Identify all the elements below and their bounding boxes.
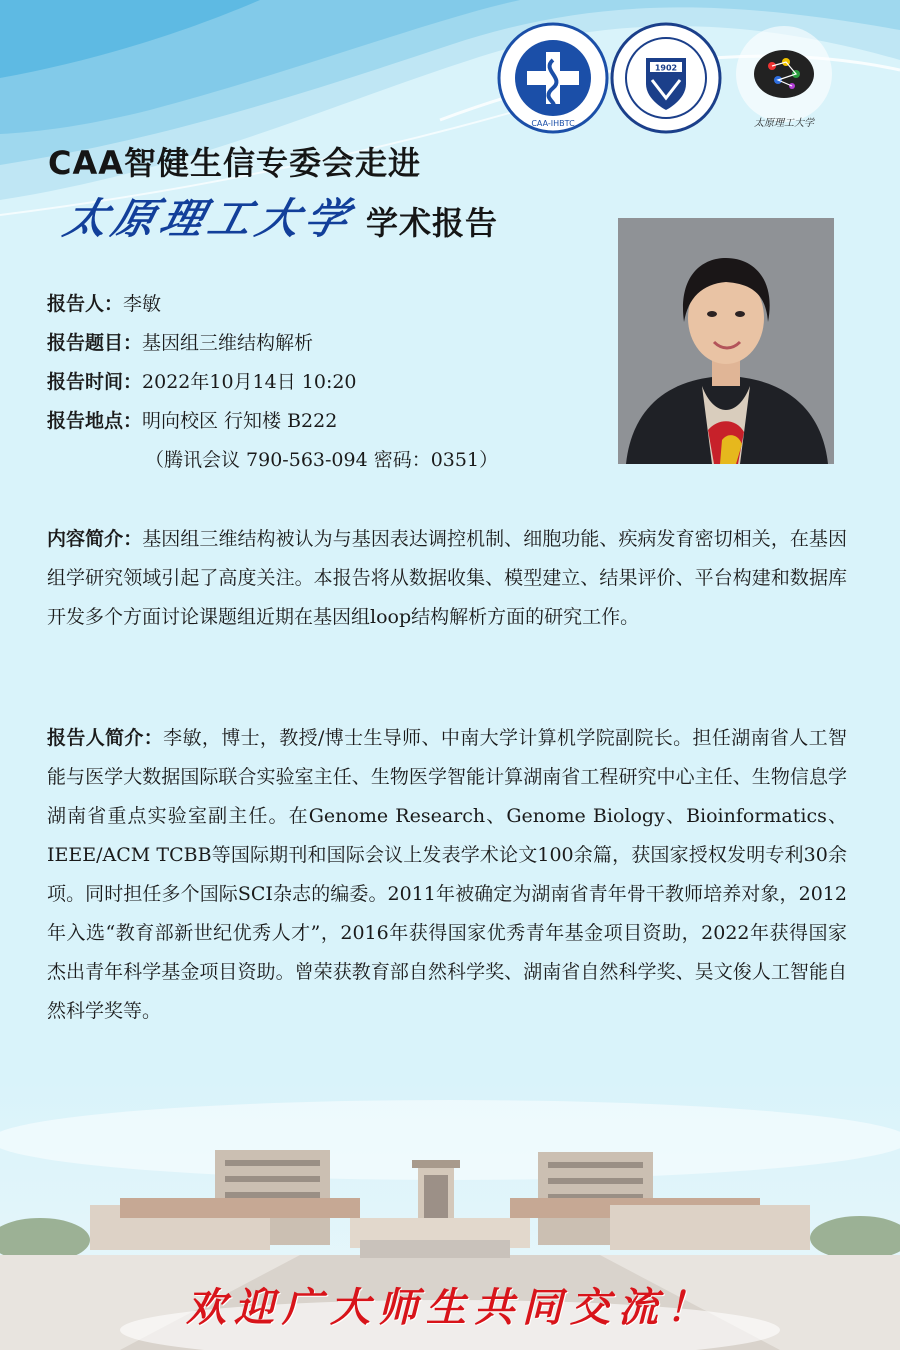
speaker-label: 报告人： [47, 293, 124, 315]
report-info [47, 290, 498, 485]
topic-row [47, 329, 498, 368]
welcome-slogan: 欢迎广大师生共同交流！ [186, 1284, 714, 1331]
topic-label: 报告题目： [47, 332, 143, 354]
speaker-bio [47, 719, 847, 1031]
brain-science-center-logo [726, 22, 842, 134]
speaker-photo [618, 218, 834, 464]
speaker-row [47, 290, 498, 329]
svg-text:太原理工大学: 太原理工大学 [754, 118, 814, 129]
speaker-bio-text: 李敏，博士，教授/博士生导师、中南大学计算机学院副院长。担任湖南省人工智能与医学大数据国际联合实验室主任、生物医学智能计算湖南省工程研究中心主任、生物信息学湖南省重点实验室副主任。在Genome Research、Genome Biology、Bioinformatics、IEEE/ACM TCBB等国际期刊和国际会议上发表学术论文100余篇，获国家授权发明专利30余项。同时担任多个国际SCI杂志的编委。2011年被确定为湖南省青年骨干教师培养对象，2012年入选“教育部新世纪优秀人才”，2016年获得国家优秀青年基金项目资助，2022年获得国家杰出青年科学基金项目资助。曾荣获教育部自然科学奖、湖南省自然科学奖、吴文俊人工智能自然科学奖等。 [47, 727, 847, 1022]
place-row [47, 407, 498, 446]
poster-subtitle: 学术报告 [366, 204, 499, 242]
content-summary-text: 基因组三维结构被认为与基因表达调控机制、细胞功能、疾病发育密切相关，在基因组学研究领域引起了高度关注。本报告将从数据收集、模型建立、结果评价、平台构建和数据库开发多个方面讨论课题组近期在基因组loop结构解析方面的研究工作。 [47, 528, 847, 628]
content-summary [47, 520, 847, 637]
time-value: 2022年10月14日 10:20 [142, 371, 357, 393]
poster-title: CAA智健生信专委会走进 [48, 144, 422, 182]
time-row [47, 368, 498, 407]
place-label: 报告地点： [47, 410, 143, 432]
time-label: 报告时间： [47, 371, 143, 393]
svg-text:1902: 1902 [654, 63, 678, 73]
content-summary-label: 内容简介： [47, 528, 143, 550]
speaker-name: 李敏 [123, 293, 162, 315]
university-calligraphy: 太原理工大学 [59, 194, 360, 243]
svg-text:CAA-IHBTC: CAA-IHBTC [531, 119, 575, 128]
caa-ihbtc-logo [497, 22, 609, 134]
place-value: 明向校区 行知楼 B222 [142, 410, 338, 432]
tyut-university-logo [610, 22, 722, 134]
meeting-info: （腾讯会议 790-563-094 密码：0351） [145, 449, 499, 471]
speaker-bio-label: 报告人简介： [47, 727, 164, 749]
topic-value: 基因组三维结构解析 [142, 332, 314, 354]
